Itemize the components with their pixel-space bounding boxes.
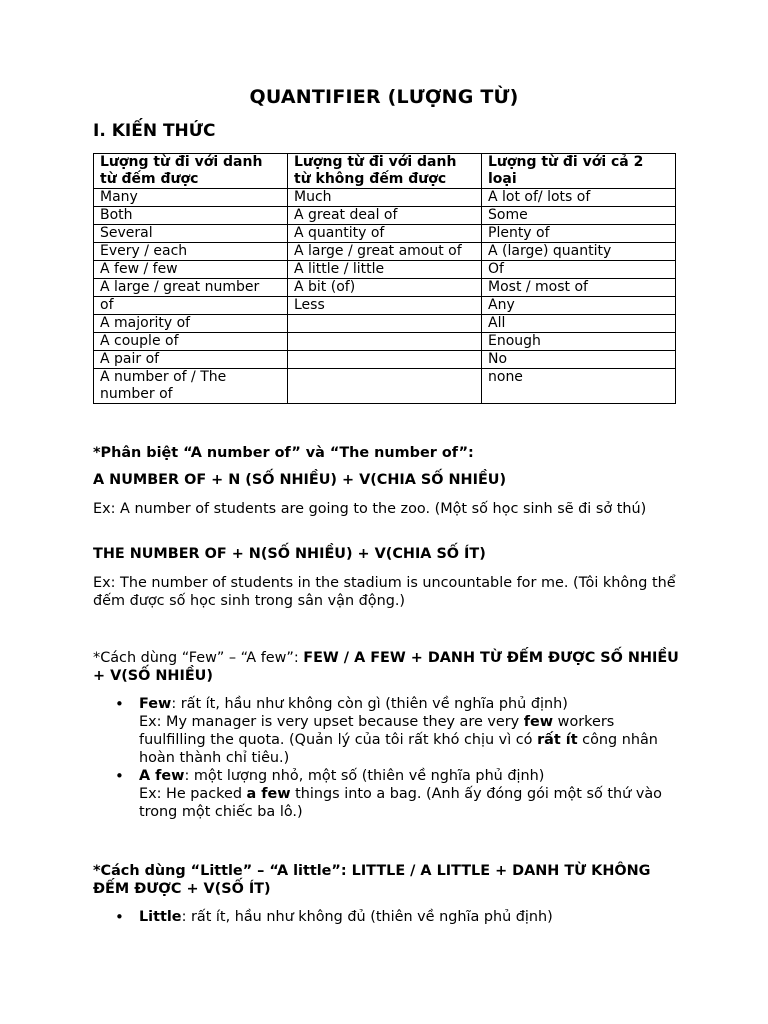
table-cell <box>288 369 482 404</box>
table-cell: Any <box>482 297 676 315</box>
term-description: : rất ít, hầu như không còn gì (thiên về nghĩa phủ định) <box>171 696 568 712</box>
table-cell: Both <box>94 207 288 225</box>
table-cell <box>288 351 482 369</box>
example-text: Ex: He packed <box>139 786 247 802</box>
term: A few <box>139 768 185 784</box>
table-cell: A couple of <box>94 333 288 351</box>
table-cell: none <box>482 369 676 404</box>
table-cell: Of <box>482 261 676 279</box>
table-row <box>94 243 676 261</box>
table-row <box>94 369 676 404</box>
example-text: Ex: My manager is very upset because they are very <box>139 714 524 730</box>
table-cell: Much <box>288 189 482 207</box>
little-bullet-list <box>93 908 683 926</box>
example-highlight: few <box>523 714 554 730</box>
table-cell: A bit (of) <box>288 279 482 297</box>
table-cell: A quantity of <box>288 225 482 243</box>
few-heading-prefix: *Cách dùng “Few” – “A few”: <box>93 650 304 666</box>
table-cell: A majority of <box>94 315 288 333</box>
table-cell: A pair of <box>94 351 288 369</box>
table-cell: Enough <box>482 333 676 351</box>
table-cell: A large / great number <box>94 279 288 297</box>
table-cell: Plenty of <box>482 225 676 243</box>
term-description: : rất ít, hầu như không đủ (thiên về nghĩa phủ định) <box>181 909 553 925</box>
table-cell: A little / little <box>288 261 482 279</box>
table-row <box>94 207 676 225</box>
little-section-heading: *Cách dùng “Little” – “A little”: LITTLE / A LITTLE + DANH TỪ KHÔNG ĐẾM ĐƯỢC + V(SỐ ÍT) <box>93 863 651 897</box>
term-description: : một lượng nhỏ, một số (thiên về nghĩa phủ định) <box>184 768 545 784</box>
table-cell <box>288 315 482 333</box>
bullet-icon: • <box>115 695 124 713</box>
term: Little <box>139 909 182 925</box>
header-both: Lượng từ đi với cả 2 loại <box>482 154 676 189</box>
table-cell: A number of / The number of <box>94 369 288 404</box>
number-rule-plural: A NUMBER OF + N (SỐ NHIỀU) + V(CHIA SỐ NHIỀU) <box>93 472 507 488</box>
example-highlight: a few <box>246 786 291 802</box>
header-uncountable: Lượng từ đi với danh từ không đếm được <box>288 154 482 189</box>
table-row <box>94 351 676 369</box>
example-text: công nhân hoàn thành chỉ tiêu.) <box>139 732 658 766</box>
table-cell: Some <box>482 207 676 225</box>
section-heading: I. KIẾN THỨC <box>93 121 216 141</box>
table-cell: Every / each <box>94 243 288 261</box>
table-cell: Many <box>94 189 288 207</box>
table-row <box>94 261 676 279</box>
table-row <box>94 225 676 243</box>
number-example-2: Ex: The number of students in the stadium is uncountable for me. (Tôi không thể đếm được số học sinh trong sân vận động.) <box>93 575 676 609</box>
table-cell: of <box>94 297 288 315</box>
example-text: workers fuulfilling the quota. (Quản lý của tôi rất khó chịu vì có <box>139 714 615 748</box>
table-cell <box>288 333 482 351</box>
number-section-heading: *Phân biệt “A number of” và “The number of”: <box>93 445 474 461</box>
table-row <box>94 189 676 207</box>
list-item <box>93 767 683 821</box>
table-cell: A (large) quantity <box>482 243 676 261</box>
table-cell: Most / most of <box>482 279 676 297</box>
number-rule-singular: THE NUMBER OF + N(SỐ NHIỀU) + V(CHIA SỐ ÍT) <box>93 546 486 562</box>
number-example-1: Ex: A number of students are going to the zoo. (Một số học sinh sẽ đi sở thú) <box>93 501 647 517</box>
table-cell: A few / few <box>94 261 288 279</box>
bullet-icon: • <box>115 767 124 785</box>
table-row <box>94 279 676 297</box>
few-bullet-list <box>93 695 683 821</box>
table-cell: Several <box>94 225 288 243</box>
few-heading-rule: FEW / A FEW + DANH TỪ ĐẾM ĐƯỢC SỐ NHIỀU + V(SỐ NHIỀU) <box>93 650 679 684</box>
table-cell: A lot of/ lots of <box>482 189 676 207</box>
table-header-row <box>94 154 676 189</box>
table-cell: Less <box>288 297 482 315</box>
few-section-heading <box>93 649 683 685</box>
quantifier-table <box>93 153 676 404</box>
example-text: things into a bag. (Anh ấy đóng gói một số thứ vào trong một chiếc ba lô.) <box>139 786 662 820</box>
list-item <box>93 908 683 926</box>
page-title: QUANTIFIER (LƯỢNG TỪ) <box>249 86 519 108</box>
table-row <box>94 315 676 333</box>
example-highlight: rất ít <box>537 732 578 748</box>
table-row <box>94 297 676 315</box>
table-row <box>94 333 676 351</box>
table-cell: A large / great amout of <box>288 243 482 261</box>
bullet-icon: • <box>115 908 124 926</box>
header-countable: Lượng từ đi với danh từ đếm được <box>94 154 288 189</box>
term: Few <box>139 696 172 712</box>
list-item <box>93 695 683 767</box>
table-cell: A great deal of <box>288 207 482 225</box>
table-cell: All <box>482 315 676 333</box>
table-cell: No <box>482 351 676 369</box>
